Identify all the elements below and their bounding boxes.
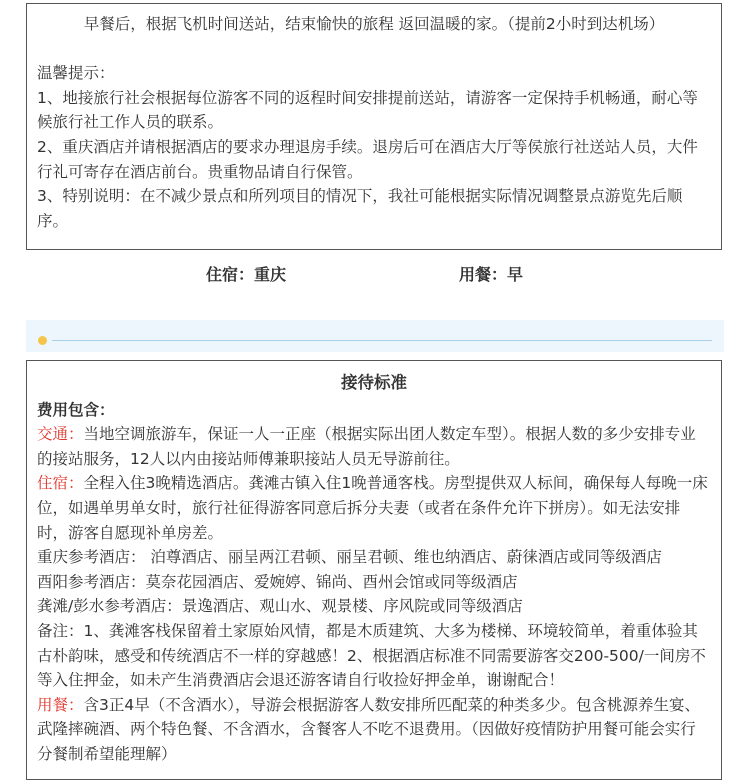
hotel-chongqing: 重庆参考酒店： 泊尊酒店、丽呈两江君顿、丽呈君顿、维也纳酒店、蔚徕酒店或同等级酒店 [37,548,662,567]
tip-item-1: 1、地接旅行社会根据每位游客不同的返程时间安排提前送站，请游客一定保持手机畅通，耐心等候旅行社工作人员的联系。 [37,88,698,132]
stay-meal-row [26,260,722,286]
tip-item-2: 2、重庆酒店并请根据酒店的要求办理退房手续。退房后可在酒店大厅等侯旅行社送站人员，大件行礼可寄存在酒店前台。贵重物品请自行保管。 [37,137,698,181]
lodging-item [37,471,711,545]
lodging-label: 住宿： [37,474,84,493]
included-label: 费用包含： [37,400,115,419]
tip-item-3: 3、特别说明：在不减少景点和所列项目的情况下，我社可能根据实际情况调整景点游览先后顺序。 [37,187,683,230]
meals-label: 用餐： [37,695,84,714]
standards-box [26,360,722,780]
meals-text: 含3正4早（不含酒水），导游会根据游客人数安排所匹配菜的种类多少。包含桃源养生宴、武隆摔碗酒、两个特色餐、不含酒水，含餐客人不吃不退费用。（因做好疫情防护用餐可能会实行分餐制希望能理解） [37,695,700,763]
itinerary-box [26,3,722,250]
transport-text: 当地空调旅游车，保证一人一正座（根据实际出团人数定车型）。根据人数的多少安排专业的接站服务，12人以内由接站师傅兼职接站人员无导游前往。 [37,425,696,468]
transport-item [37,422,711,471]
spacer [37,37,711,62]
divider-line [52,340,712,341]
hotel-gongtan: 龚滩/彭水参考酒店：景逸酒店、观山水、观景楼、序风院或同等级酒店 [37,597,523,616]
divider-dot-icon [38,336,47,345]
lodging-note: 备注：1、龚滩客栈保留着土家原始风情，都是木质建筑、大多为楼梯、环境较简单，着重体验其古朴韵味，感受和传统酒店不一样的穿越感！2、根据酒店标准不同需要游客交200-500/一间房不等入住押金，如未产生消费酒店会退还游客请自行收捡好押金单，谢谢配合！ [37,621,706,690]
hotel-youyang: 酉阳参考酒店：莫奈花园酒店、爱婉婷、锦尚、酉州会馆或同等级酒店 [37,572,518,591]
transport-label: 交通： [37,425,84,444]
lodging-text: 全程入住3晚精选酒店。龚滩古镇入住1晚普通客栈。房型提供双人标间，确保每人每晚一床位，如遇单男单女时，旅行社征得游客同意后拆分夫妻（或者在条件允许下拼房）。如无法安排时，游客自愿现补单房差。 [37,474,708,542]
tips-title: 温馨提示： [37,64,115,83]
standards-title: 接待标准 [341,373,407,392]
section-divider [26,320,724,352]
departure-line: 早餐后，根据飞机时间送站，结束愉快的旅程 返回温暖的家。（提前2小时到达机场） [83,15,665,33]
meals-item [37,693,711,767]
meal-info: 用餐：早 [459,265,524,284]
stay-info: 住宿：重庆 [206,265,287,284]
